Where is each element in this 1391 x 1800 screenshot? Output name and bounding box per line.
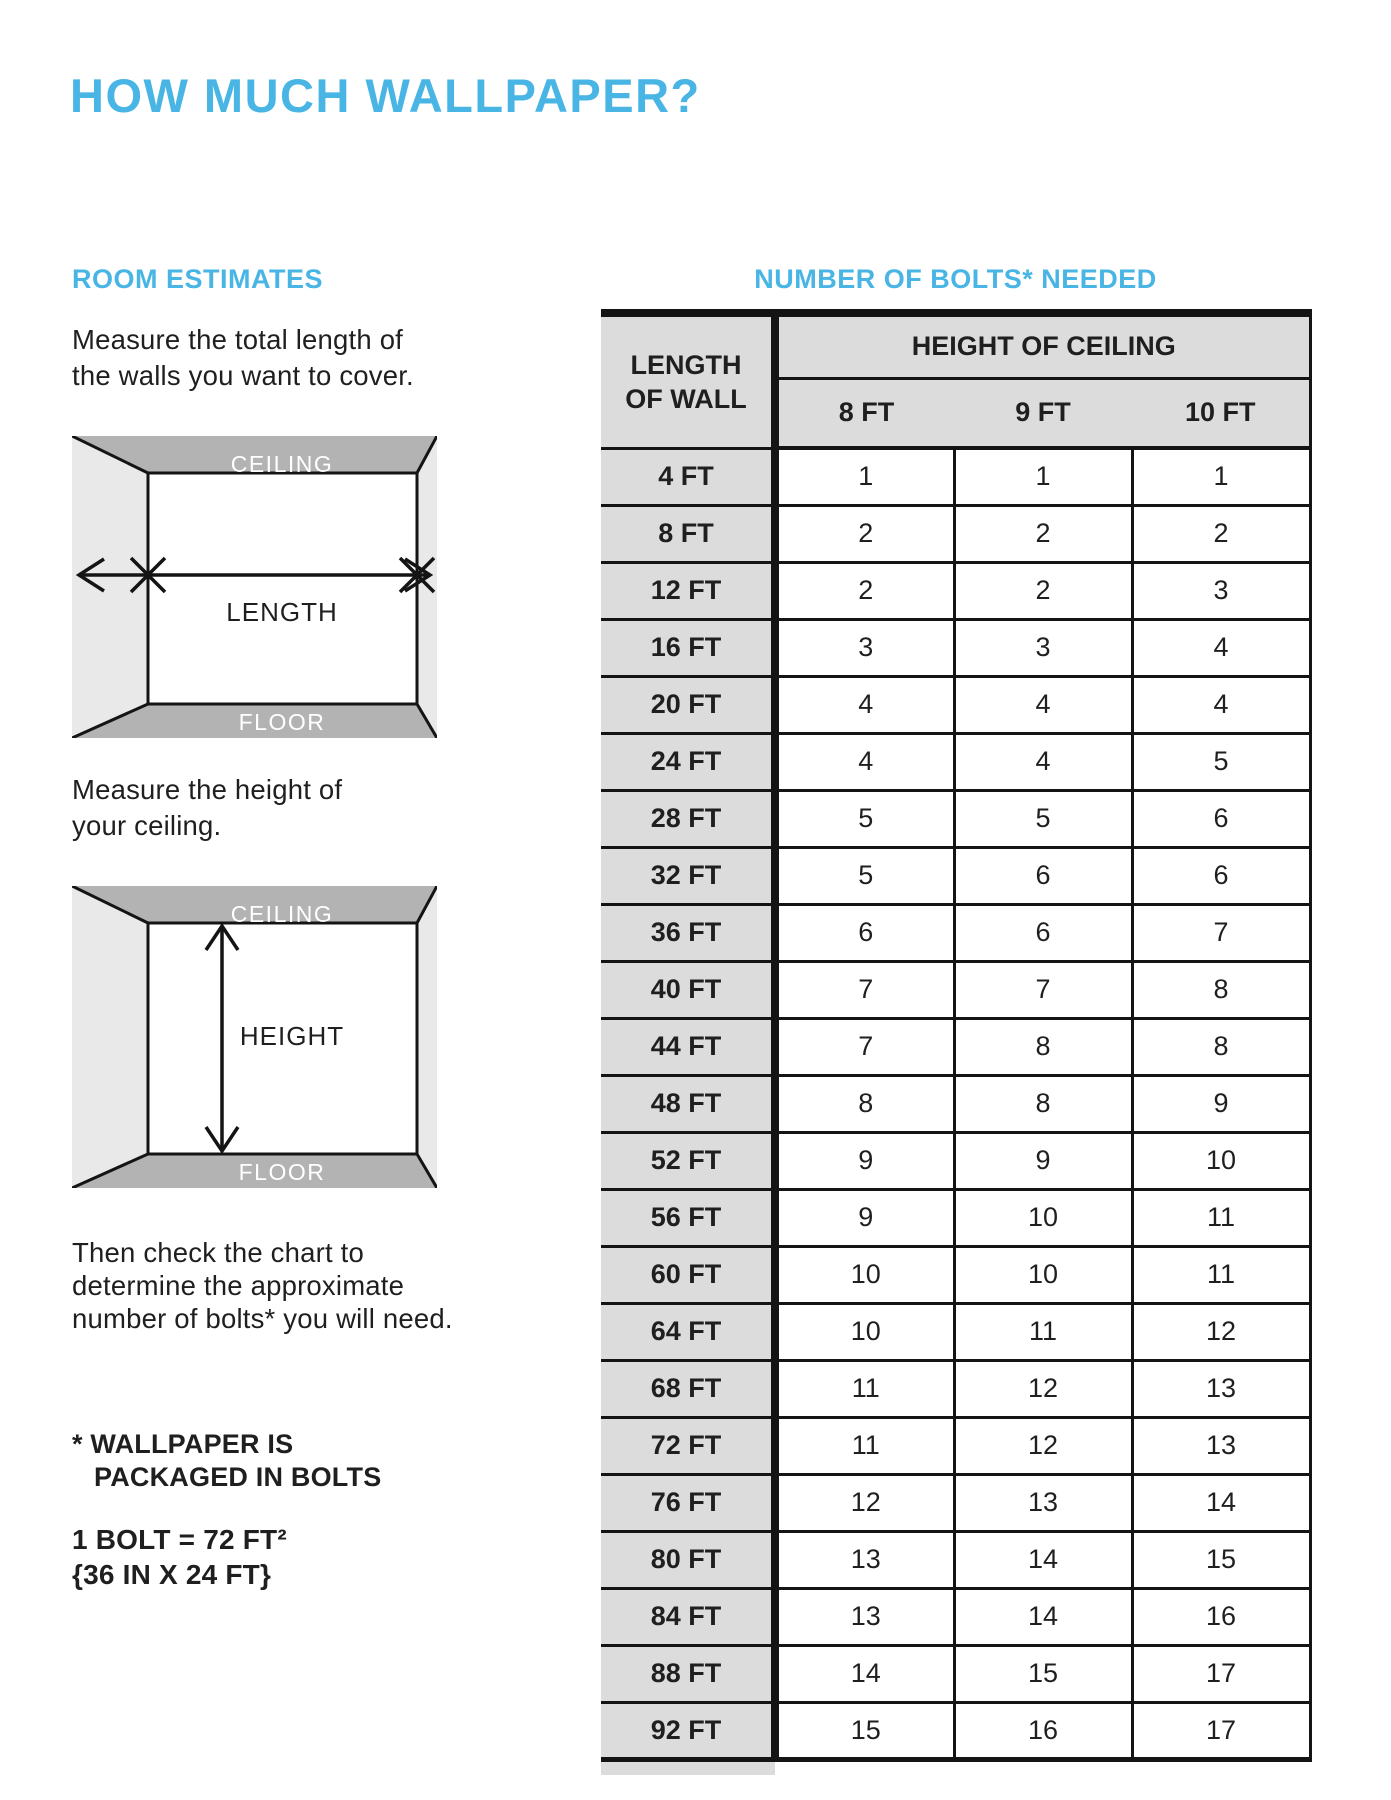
bolts-needed-heading: NUMBER OF BOLTS* NEEDED xyxy=(754,264,1157,294)
bolt-count-cell: 16 xyxy=(954,1702,1132,1759)
instruction-height-line2: your ceiling. xyxy=(72,810,222,841)
back-wall xyxy=(148,473,417,704)
label-column-stub xyxy=(601,1762,775,1775)
bolt-count-cell: 13 xyxy=(1132,1360,1310,1417)
bolt-count-cell: 13 xyxy=(954,1474,1132,1531)
table-body xyxy=(601,448,1310,1759)
wall-length-label: 20 FT xyxy=(601,676,775,733)
wall-length-label: 32 FT xyxy=(601,847,775,904)
table-header-row-1 xyxy=(601,313,1310,378)
bolt-count-cell: 15 xyxy=(775,1702,954,1759)
bolt-count-cell: 1 xyxy=(1132,448,1310,505)
length-of-wall-header-line1: LENGTH xyxy=(630,349,742,380)
bolt-count-cell: 4 xyxy=(1132,619,1310,676)
table-row xyxy=(601,1246,1310,1303)
table-row xyxy=(601,790,1310,847)
bolt-count-cell: 7 xyxy=(775,1018,954,1075)
bolt-count-cell: 6 xyxy=(775,904,954,961)
bolt-count-cell: 17 xyxy=(1132,1702,1310,1759)
bolt-count-cell: 12 xyxy=(954,1360,1132,1417)
bolt-count-cell: 15 xyxy=(954,1645,1132,1702)
room-length-diagram xyxy=(72,436,437,738)
bolt-count-cell: 10 xyxy=(954,1189,1132,1246)
bolt-count-cell: 7 xyxy=(954,961,1132,1018)
ceiling-label: CEILING xyxy=(230,451,334,478)
bolt-size-line1: 1 BOLT = 72 FT² xyxy=(72,1524,287,1555)
bolt-count-cell: 5 xyxy=(775,790,954,847)
bolt-count-cell: 9 xyxy=(954,1132,1132,1189)
bolt-count-cell: 12 xyxy=(775,1474,954,1531)
wall-length-label: 48 FT xyxy=(601,1075,775,1132)
wall-length-label: 56 FT xyxy=(601,1189,775,1246)
instruction-length-line1: Measure the total length of xyxy=(72,324,404,355)
wall-length-label: 68 FT xyxy=(601,1360,775,1417)
bolt-count-cell: 3 xyxy=(775,619,954,676)
height-of-ceiling-header: HEIGHT OF CEILING xyxy=(775,313,1310,378)
instruction-chart-line1: Then check the chart to xyxy=(72,1237,364,1268)
length-of-wall-header xyxy=(601,313,775,448)
table-row xyxy=(601,1189,1310,1246)
bolt-count-cell: 5 xyxy=(775,847,954,904)
table-row xyxy=(601,1588,1310,1645)
table-row xyxy=(601,1702,1310,1759)
bolt-count-cell: 14 xyxy=(775,1645,954,1702)
bolt-count-cell: 10 xyxy=(954,1246,1132,1303)
wall-length-label: 76 FT xyxy=(601,1474,775,1531)
bolt-count-cell: 8 xyxy=(775,1075,954,1132)
bolt-count-cell: 11 xyxy=(1132,1246,1310,1303)
bolt-count-cell: 12 xyxy=(1132,1303,1310,1360)
bolt-count-cell: 6 xyxy=(1132,847,1310,904)
wall-length-label: 28 FT xyxy=(601,790,775,847)
table-row xyxy=(601,961,1310,1018)
wall-length-label: 92 FT xyxy=(601,1702,775,1759)
bolt-count-cell: 14 xyxy=(954,1531,1132,1588)
bolt-count-cell: 10 xyxy=(775,1246,954,1303)
table-row xyxy=(601,1360,1310,1417)
bolt-count-cell: 15 xyxy=(1132,1531,1310,1588)
bolt-count-cell: 11 xyxy=(775,1360,954,1417)
bolt-count-cell: 11 xyxy=(1132,1189,1310,1246)
table-row xyxy=(601,1132,1310,1189)
bolt-count-cell: 2 xyxy=(1132,505,1310,562)
wall-length-label: 16 FT xyxy=(601,619,775,676)
bolt-count-cell: 9 xyxy=(775,1132,954,1189)
bolt-count-cell: 4 xyxy=(954,676,1132,733)
instruction-length-line2: the walls you want to cover. xyxy=(72,360,414,391)
bolt-count-cell: 4 xyxy=(775,676,954,733)
table-row xyxy=(601,847,1310,904)
bolt-count-cell: 16 xyxy=(1132,1588,1310,1645)
floor-label: FLOOR xyxy=(238,1159,326,1186)
bolt-size-info xyxy=(72,1522,287,1592)
bolt-count-cell: 10 xyxy=(775,1303,954,1360)
bolt-count-cell: 8 xyxy=(1132,1018,1310,1075)
bolt-count-cell: 1 xyxy=(775,448,954,505)
bolt-count-cell: 3 xyxy=(1132,562,1310,619)
bolts-table-container xyxy=(601,309,1310,1775)
wall-length-label: 84 FT xyxy=(601,1588,775,1645)
bolt-count-cell: 3 xyxy=(954,619,1132,676)
bolt-count-cell: 2 xyxy=(954,562,1132,619)
bolt-count-cell: 8 xyxy=(954,1075,1132,1132)
table-row xyxy=(601,505,1310,562)
wall-length-label: 40 FT xyxy=(601,961,775,1018)
bolt-count-cell: 13 xyxy=(1132,1417,1310,1474)
page-title: HOW MUCH WALLPAPER? xyxy=(70,69,701,122)
wall-length-label: 52 FT xyxy=(601,1132,775,1189)
bolt-count-cell: 9 xyxy=(775,1189,954,1246)
bolt-count-cell: 5 xyxy=(1132,733,1310,790)
bolt-count-cell: 17 xyxy=(1132,1645,1310,1702)
bolt-count-cell: 4 xyxy=(775,733,954,790)
instruction-height xyxy=(72,772,342,844)
bolts-footnote xyxy=(72,1428,381,1494)
instruction-chart-line3: number of bolts* you will need. xyxy=(72,1303,453,1334)
table-row xyxy=(601,448,1310,505)
table-row xyxy=(601,733,1310,790)
col-header-8ft: 8 FT xyxy=(775,378,954,448)
bolt-count-cell: 14 xyxy=(954,1588,1132,1645)
table-row xyxy=(601,562,1310,619)
bolt-count-cell: 4 xyxy=(1132,676,1310,733)
bolt-count-cell: 13 xyxy=(775,1588,954,1645)
wall-length-label: 72 FT xyxy=(601,1417,775,1474)
table-row xyxy=(601,1474,1310,1531)
instruction-length xyxy=(72,322,414,394)
height-label: HEIGHT xyxy=(239,1020,345,1051)
bolt-count-cell: 6 xyxy=(954,847,1132,904)
table-row xyxy=(601,1645,1310,1702)
bolt-count-cell: 12 xyxy=(954,1417,1132,1474)
bolt-count-cell: 2 xyxy=(954,505,1132,562)
bolt-count-cell: 13 xyxy=(775,1531,954,1588)
instruction-chart-line2: determine the approximate xyxy=(72,1270,405,1301)
wall-length-label: 36 FT xyxy=(601,904,775,961)
table-row xyxy=(601,619,1310,676)
room-height-diagram xyxy=(72,886,437,1188)
length-label: LENGTH xyxy=(226,596,338,627)
wall-length-label: 80 FT xyxy=(601,1531,775,1588)
table-row xyxy=(601,1018,1310,1075)
bolt-count-cell: 7 xyxy=(1132,904,1310,961)
bolt-count-cell: 11 xyxy=(954,1303,1132,1360)
bolts-footnote-line2: PACKAGED IN BOLTS xyxy=(94,1462,382,1492)
bolt-count-cell: 6 xyxy=(1132,790,1310,847)
bolt-count-cell: 1 xyxy=(954,448,1132,505)
bolts-footnote-line1: * WALLPAPER IS xyxy=(72,1429,294,1459)
wall-length-label: 60 FT xyxy=(601,1246,775,1303)
table-row xyxy=(601,904,1310,961)
table-row xyxy=(601,1417,1310,1474)
bolt-count-cell: 7 xyxy=(775,961,954,1018)
floor-label: FLOOR xyxy=(238,709,326,736)
table-row xyxy=(601,1303,1310,1360)
instruction-height-line1: Measure the height of xyxy=(72,774,343,805)
instruction-chart xyxy=(72,1236,453,1335)
bolt-size-line2: {36 IN X 24 FT} xyxy=(72,1559,272,1590)
bolt-count-cell: 8 xyxy=(1132,961,1310,1018)
wall-length-label: 64 FT xyxy=(601,1303,775,1360)
ceiling-label: CEILING xyxy=(230,901,334,928)
col-header-9ft: 9 FT xyxy=(954,378,1132,448)
wall-length-label: 88 FT xyxy=(601,1645,775,1702)
bolt-count-cell: 6 xyxy=(954,904,1132,961)
wall-length-label: 8 FT xyxy=(601,505,775,562)
bolt-count-cell: 11 xyxy=(775,1417,954,1474)
left-wall xyxy=(72,886,148,1188)
bolt-count-cell: 2 xyxy=(775,505,954,562)
bolt-count-cell: 5 xyxy=(954,790,1132,847)
wall-length-label: 24 FT xyxy=(601,733,775,790)
right-wall xyxy=(417,886,437,1188)
wall-length-label: 44 FT xyxy=(601,1018,775,1075)
bolts-table xyxy=(601,309,1312,1762)
table-row xyxy=(601,1531,1310,1588)
bolt-count-cell: 8 xyxy=(954,1018,1132,1075)
col-header-10ft: 10 FT xyxy=(1132,378,1310,448)
bolt-count-cell: 10 xyxy=(1132,1132,1310,1189)
table-row xyxy=(601,676,1310,733)
bolt-count-cell: 14 xyxy=(1132,1474,1310,1531)
bolt-count-cell: 4 xyxy=(954,733,1132,790)
wall-length-label: 4 FT xyxy=(601,448,775,505)
room-estimates-heading: ROOM ESTIMATES xyxy=(72,264,324,294)
length-of-wall-header-line2: OF WALL xyxy=(625,383,747,414)
bolt-count-cell: 9 xyxy=(1132,1075,1310,1132)
table-row xyxy=(601,1075,1310,1132)
wall-length-label: 12 FT xyxy=(601,562,775,619)
bolt-count-cell: 2 xyxy=(775,562,954,619)
